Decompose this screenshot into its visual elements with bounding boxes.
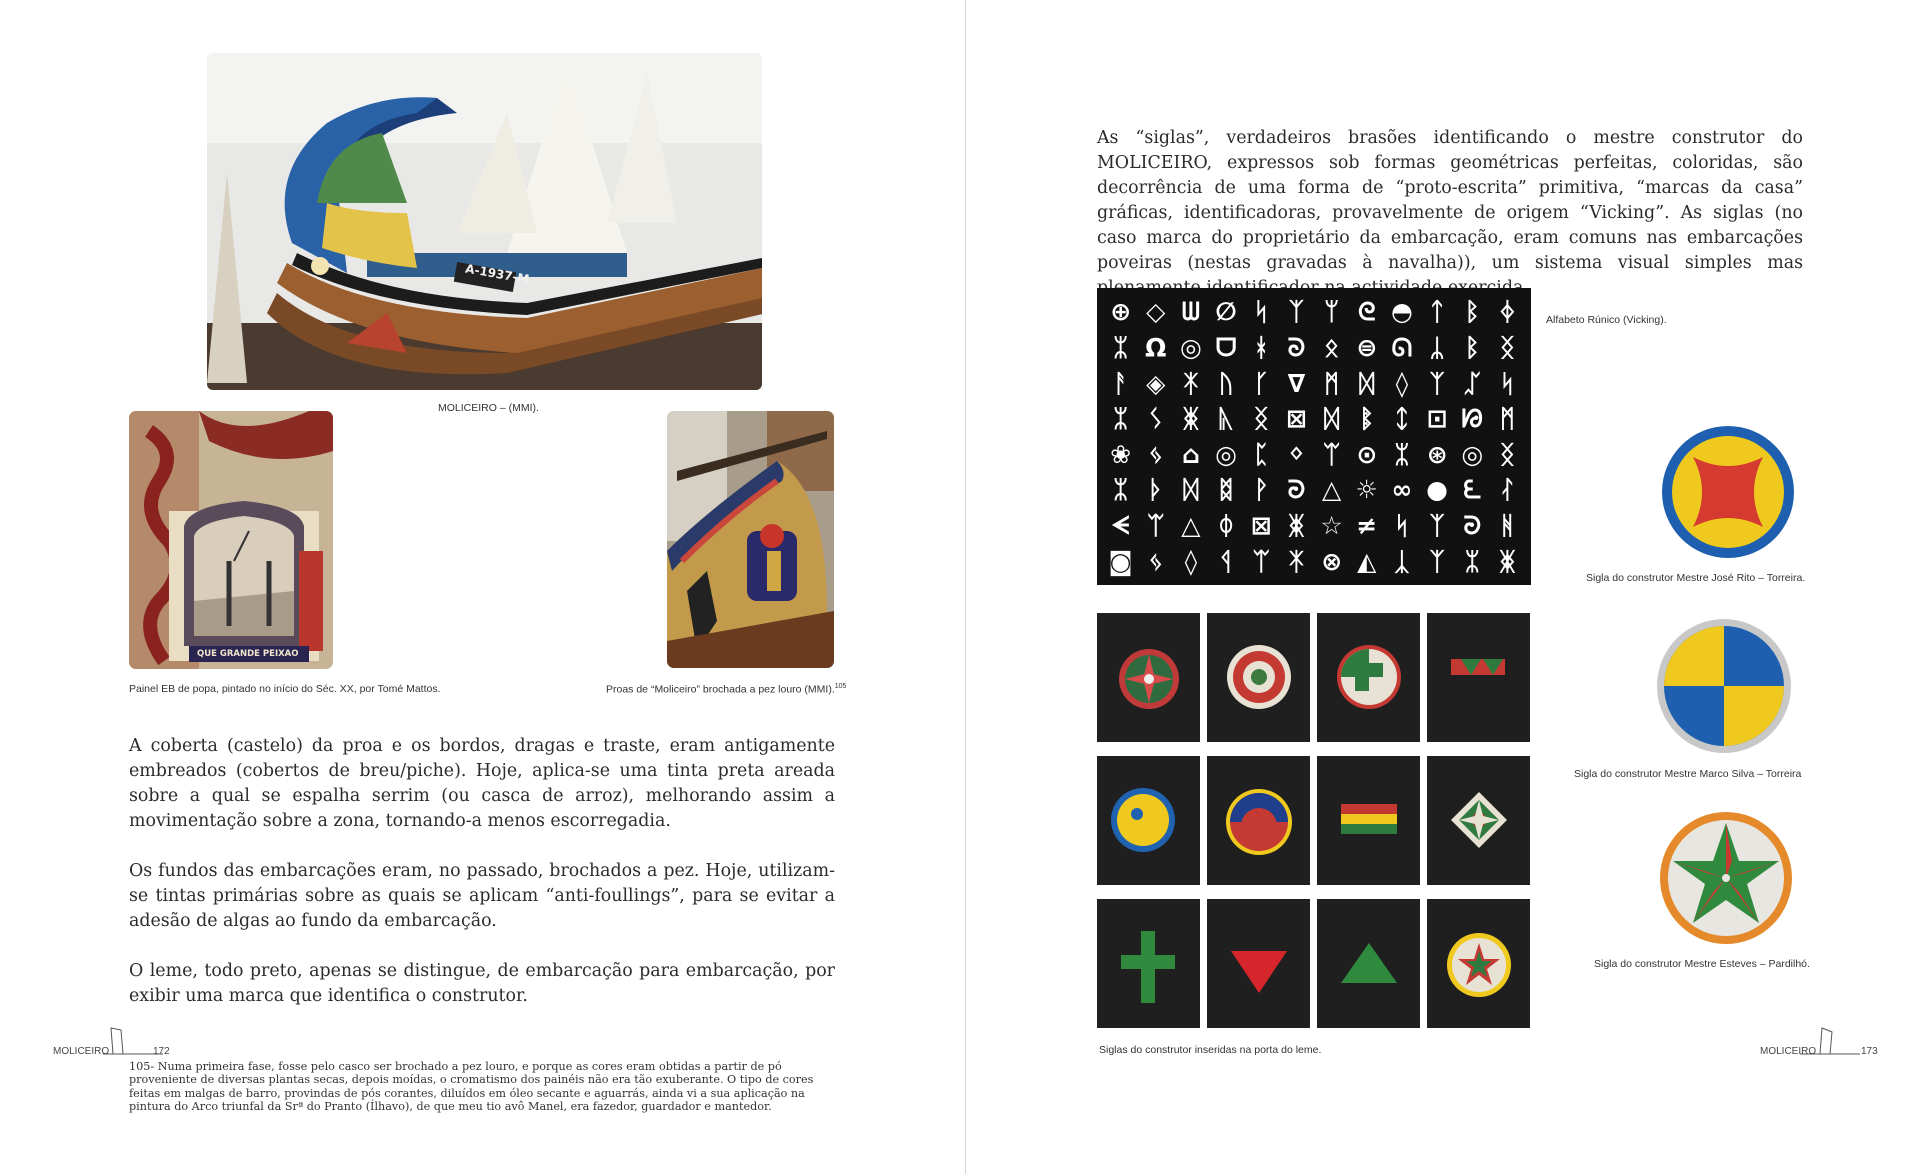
rune-glyph: ⊠ bbox=[1285, 404, 1307, 434]
paragraph-leme: O leme, todo preto, apenas se distingue, de embarcação para embarcação, por exibir uma marca que identifica o construtor. bbox=[129, 961, 835, 1006]
rune-glyph: ᛞ bbox=[1324, 404, 1340, 434]
rune-glyph: ◈ bbox=[1146, 368, 1166, 398]
bow-caption: Proas de “Moliceiro” brochada a pez louro (MMI).$^{105}$ bbox=[606, 683, 847, 696]
moliceiro-boat-photo bbox=[207, 53, 762, 390]
rune-glyph: ⌂ bbox=[1181, 439, 1200, 469]
rune-glyph: ◙ bbox=[1108, 546, 1133, 576]
page-number: 172 bbox=[153, 1046, 170, 1057]
rune-glyph: ᛥ bbox=[1218, 475, 1234, 505]
rune-glyph: ᚻ bbox=[1499, 511, 1515, 541]
rune-glyph: ᛈ bbox=[1253, 439, 1269, 469]
page-number: 173 bbox=[1861, 1046, 1878, 1057]
rune-glyph: ᛠ bbox=[1253, 546, 1269, 576]
rune-glyph: ᘒ bbox=[1463, 511, 1482, 541]
sigla-marco-silva-disc bbox=[1656, 618, 1792, 754]
rune-glyph: ᛄ bbox=[1499, 297, 1515, 327]
sigla-tile bbox=[1317, 756, 1420, 885]
rudder-siglas-caption: Siglas do construtor inseridas na porta do leme. bbox=[1099, 1044, 1322, 1056]
rune-glyph: ᘙ bbox=[1461, 404, 1483, 434]
rune-glyph: ᘐ bbox=[1287, 332, 1306, 362]
rune-glyph: ◊ bbox=[1395, 368, 1409, 398]
rune-glyph: ᚨ bbox=[1113, 368, 1129, 398]
rune-glyph: ᗯ bbox=[1181, 297, 1200, 327]
rune-glyph: ᘏ bbox=[1391, 332, 1413, 362]
footnote-105: 105- Numa primeira fase, fosse pelo casco ser brochado a pez louro, e porque as cores eram obtidas a partir de pó proveniente de diversas plantas secas, depois moídas, o cromatismo dos painéis não era tão exuberante. O tipo de cores feitas em malgas de barro, provindas de pós corantes, diluídos em óleo secante e aguarrás, ainda vi a sua aplicação na pintura do Arco triunfal da Srª do Pranto (Ílhavo), de que meu tio avô Manel, era fazedor, guardador e mantedor. bbox=[129, 1060, 814, 1114]
sigla-tile bbox=[1097, 756, 1200, 885]
rune-glyph: ᛞ bbox=[1183, 475, 1199, 505]
rune-glyph: ⊕ bbox=[1110, 297, 1132, 327]
rune-glyph: ᛡ bbox=[1288, 546, 1304, 576]
rune-glyph: ⊙ bbox=[1356, 439, 1378, 469]
rune-glyph: ≠ bbox=[1356, 511, 1378, 541]
rune-glyph: ᛤ bbox=[1183, 404, 1199, 434]
panel-inscription: QUE GRANDE PEIXAO bbox=[197, 649, 299, 659]
sigla-tile bbox=[1427, 613, 1530, 742]
rune-glyph: ᛤ bbox=[1288, 511, 1304, 541]
rune-glyph: ᛉ bbox=[1429, 368, 1445, 398]
paragraph-coberta: A coberta (castelo) da proa e os bordos, dragas e traste, eram antigamente embreados (cobertos de breu/piche). Hoje, aplica-se uma tinta preta areada sobre a qual se espalha serrim (ou casca de arroz), melhorando assim a movimentação sobre a zona, tornando-a menos escorregadia. bbox=[129, 736, 835, 831]
right-body-text: As “siglas”, verdadeiros brasões identificando o mestre construtor do MOLICEIRO, expressos sob formas geométricas perfeitas, coloridas, são decorrência de uma forma de “proto-escrita” primitiva, “marcas da casa” gráficas, identificadoras, provavelmente de origem “Vicking”. As siglas (no caso marca do proprietário da embarcação, eram comuns nas embarcações poveiras (nestas gravadas à navalha)), um sistema visual simples mas bbox=[1097, 128, 1803, 273]
rune-glyph: ◇ bbox=[1146, 297, 1166, 327]
sigla-tile bbox=[1317, 899, 1420, 1028]
rune-alphabet-image bbox=[1097, 288, 1531, 585]
rune-glyph: ᛡ bbox=[1183, 368, 1199, 398]
rune-glyph: ᘒ bbox=[1287, 475, 1306, 505]
rune-glyph: ᛝ bbox=[1499, 332, 1515, 362]
rune-glyph: ᛯ bbox=[1113, 475, 1129, 505]
sigla-tile bbox=[1097, 899, 1200, 1028]
sigla-tile bbox=[1427, 756, 1530, 885]
rune-glyph: ᛯ bbox=[1394, 439, 1410, 469]
folio-label: MOLICEIRO bbox=[1760, 1046, 1817, 1057]
rune-glyph: ᛔ bbox=[1359, 404, 1375, 434]
sigla-esteves-disc bbox=[1659, 811, 1793, 945]
rune-glyph: ᛋ bbox=[1253, 297, 1269, 327]
rune-glyph: ᚼ bbox=[1253, 332, 1269, 362]
rune-glyph: ᛉ bbox=[1288, 297, 1304, 327]
rune-caption: Alfabeto Rúnico (Vicking). bbox=[1546, 314, 1667, 326]
rune-glyph: ☆ bbox=[1320, 511, 1343, 541]
rune-glyph: ◎ bbox=[1180, 332, 1202, 362]
sigla-tile bbox=[1097, 613, 1200, 742]
sigla-marco-silva-caption: Sigla do construtor Mestre Marco Silva – Torreira bbox=[1574, 768, 1802, 780]
sigla-jose-rito-disc bbox=[1661, 425, 1795, 559]
rune-glyph: ᛃ bbox=[1148, 546, 1164, 576]
rune-glyph: ᚹ bbox=[1253, 475, 1269, 505]
rune-glyph: ᛃ bbox=[1148, 439, 1164, 469]
rune-glyph: ᚦ bbox=[1148, 475, 1164, 505]
rune-glyph: ᛝ bbox=[1253, 404, 1269, 434]
rune-glyph: ◎ bbox=[1215, 439, 1237, 469]
rune-glyph: ᚢ bbox=[1218, 368, 1234, 398]
rune-glyph: ᛣ bbox=[1394, 546, 1410, 576]
main-photo-caption: MOLICEIRO – (MMI). bbox=[438, 402, 539, 414]
book-spine bbox=[965, 0, 966, 1174]
rune-glyph: ᘓ bbox=[1357, 297, 1376, 327]
folio-left bbox=[53, 1026, 173, 1056]
sigla-esteves-caption: Sigla do construtor Mestre Esteves – Pardilhó. bbox=[1594, 958, 1810, 970]
rune-glyph: Ω bbox=[1145, 332, 1167, 362]
rune-glyph: ᗜ bbox=[1215, 332, 1237, 362]
rune-glyph: ⊡ bbox=[1426, 404, 1448, 434]
rune-glyph: ᛒ bbox=[1464, 297, 1480, 327]
rune-glyph: ᛗ bbox=[1324, 368, 1340, 398]
rune-glyph: ᛠ bbox=[1148, 511, 1164, 541]
rune-glyph: ᛯ bbox=[1113, 404, 1129, 434]
rune-glyph: ᛞ bbox=[1359, 368, 1375, 398]
rune-glyph: ᛦ bbox=[1429, 332, 1445, 362]
sigla-tile bbox=[1207, 756, 1310, 885]
folio-right bbox=[1760, 1026, 1880, 1056]
rune-glyph: ● bbox=[1426, 475, 1448, 505]
rune-glyph: ᛨ bbox=[1394, 404, 1410, 434]
rune-glyph: ᛩ bbox=[1218, 546, 1234, 576]
rune-glyph: ᛗ bbox=[1499, 404, 1515, 434]
rune-glyph: ◎ bbox=[1461, 439, 1484, 469]
folio-label: MOLICEIRO bbox=[53, 1046, 110, 1057]
rune-glyph: ᛉ bbox=[1429, 546, 1445, 576]
rune-glyph: ᛘ bbox=[1324, 297, 1340, 327]
rune-glyph: ᛒ bbox=[1464, 332, 1480, 362]
rune-glyph: ᛟ bbox=[1324, 332, 1340, 362]
rune-glyph: ᛋ bbox=[1394, 511, 1410, 541]
sigla-tile bbox=[1427, 899, 1530, 1028]
rune-glyph: ᛤ bbox=[1499, 546, 1515, 576]
stern-panel-caption: Painel EB de popa, pintado no início do Séc. XX, por Tomé Mattos. bbox=[129, 683, 441, 695]
rune-glyph: ᛢ bbox=[1464, 368, 1480, 398]
rune-glyph: ❀ bbox=[1110, 439, 1132, 469]
rune-glyph: ᛋ bbox=[1499, 368, 1515, 398]
rune-glyph: ᚣ bbox=[1218, 404, 1234, 434]
rune-glyph: ⊜ bbox=[1356, 332, 1378, 362]
rune-glyph: ∞ bbox=[1391, 475, 1413, 505]
rune-glyph: ⊠ bbox=[1250, 511, 1272, 541]
paragraph-fundos: Os fundos das embarcações eram, no passado, brochados a pez. Hoje, utilizam-se tintas primárias sobre as quais se aplicam “anti-foullings”, para se evitar a adesão de algas ao fundo da embarcação. bbox=[129, 861, 835, 931]
rune-glyph: ᛜ bbox=[1288, 439, 1304, 469]
stern-panel-photo bbox=[129, 411, 333, 669]
rune-glyph: ᗕ bbox=[1111, 511, 1130, 541]
rune-glyph: ᛯ bbox=[1113, 332, 1129, 362]
rune-glyph: ᛝ bbox=[1499, 439, 1515, 469]
rune-glyph: ᛰ bbox=[1218, 511, 1234, 541]
footnote-reference: 105 bbox=[834, 683, 847, 690]
rune-glyph: ◊ bbox=[1184, 546, 1198, 576]
rune-glyph: ᛠ bbox=[1324, 439, 1340, 469]
rune-glyph: ∅ bbox=[1215, 297, 1237, 327]
rudder-siglas-grid bbox=[1097, 613, 1530, 1028]
sigla-tile bbox=[1317, 613, 1420, 742]
bow-photo bbox=[667, 411, 834, 668]
rune-glyph: ◓ bbox=[1391, 297, 1413, 327]
rune-glyph: △ bbox=[1181, 511, 1201, 541]
sigla-tile bbox=[1207, 899, 1310, 1028]
hull-registration: A-1937-M bbox=[464, 261, 531, 287]
sigla-jose-rito-caption: Sigla do construtor Mestre José Rito – Torreira. bbox=[1586, 572, 1806, 584]
rune-glyph: △ bbox=[1321, 475, 1342, 505]
left-body-text bbox=[129, 734, 835, 1034]
rune-glyph: ☼ bbox=[1355, 475, 1378, 505]
rune-glyph: ᛏ bbox=[1429, 297, 1445, 327]
rune-glyph: ᚴ bbox=[1253, 368, 1269, 398]
rune-glyph: ᛮ bbox=[1499, 475, 1515, 505]
rune-glyph: ⊛ bbox=[1426, 439, 1448, 469]
rune-glyph: ◭ bbox=[1357, 546, 1377, 576]
rune-glyph: ᛊ bbox=[1148, 404, 1164, 434]
rune-glyph: ⊗ bbox=[1321, 546, 1343, 576]
rune-glyph: ∇ bbox=[1287, 368, 1306, 398]
sigla-tile bbox=[1207, 613, 1310, 742]
rune-glyph: ᘍ bbox=[1463, 475, 1482, 505]
rune-glyph: ᛯ bbox=[1464, 546, 1480, 576]
rune-glyph: ᛉ bbox=[1429, 511, 1445, 541]
